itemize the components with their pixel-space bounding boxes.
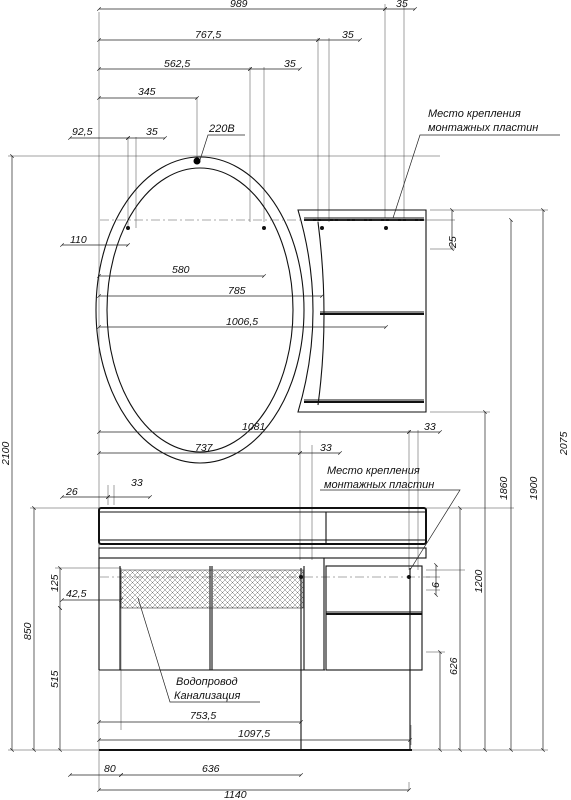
note-220v: 220В (209, 123, 235, 135)
vanity-cabinet (99, 508, 426, 750)
note-mount-lower-1: Место крепления (327, 465, 420, 477)
dim-737: 737 (195, 442, 213, 454)
dim-33-c: 33 (131, 477, 143, 489)
oval-mirror (96, 157, 304, 463)
dim-580: 580 (172, 264, 190, 276)
dim-33-b: 33 (320, 442, 332, 454)
dim-562: 562,5 (164, 58, 191, 70)
note-mount-upper-1: Место крепления (428, 108, 521, 120)
dim-33-a: 33 (424, 421, 436, 433)
dim-767: 767,5 (195, 29, 222, 41)
dim-1140: 1140 (224, 789, 247, 800)
dim-35-d: 35 (146, 126, 158, 138)
dim-25: 25 (447, 236, 459, 248)
annotations (174, 108, 538, 702)
dim-42: 42,5 (66, 588, 87, 600)
power-outlet-point (194, 158, 201, 165)
dim-2100: 2100 (0, 441, 12, 465)
dim-345: 345 (138, 86, 156, 98)
dim-850: 850 (22, 622, 34, 640)
dim-35-c: 35 (284, 58, 296, 70)
dim-110: 110 (70, 234, 87, 246)
dim-2075: 2075 (558, 431, 570, 455)
dim-1200: 1200 (473, 569, 485, 593)
dim-1860: 1860 (498, 476, 510, 500)
dim-26: 26 (66, 486, 78, 498)
dim-35-b: 35 (342, 29, 354, 41)
dim-989: 989 (230, 0, 248, 10)
dim-515: 515 (49, 670, 61, 688)
dim-35-top: 35 (396, 0, 408, 10)
note-mount-lower-2: монтажных пластин (324, 479, 435, 491)
upper-cabinet (298, 210, 426, 412)
dim-80: 80 (104, 763, 116, 775)
dim-1081: 1081 (242, 421, 266, 433)
plumbing-zone (121, 570, 303, 608)
note-mount-upper-2: монтажных пластин (428, 122, 539, 134)
dim-1006: 1006,5 (226, 316, 259, 328)
dim-636: 636 (202, 763, 220, 775)
dim-785: 785 (228, 285, 246, 297)
dim-1900: 1900 (528, 476, 540, 500)
upper-mount-points (126, 226, 388, 230)
vertical-dim-labels (0, 236, 570, 688)
dim-753: 753,5 (190, 710, 217, 722)
dim-1097: 1097,5 (238, 728, 271, 740)
dim-92: 92,5 (72, 126, 93, 138)
dim-626: 626 (448, 657, 460, 675)
note-water: Водопровод (176, 676, 238, 688)
note-sewer: Канализация (174, 690, 241, 702)
dim-125: 125 (49, 574, 61, 592)
dim-6: 6 (430, 582, 442, 588)
